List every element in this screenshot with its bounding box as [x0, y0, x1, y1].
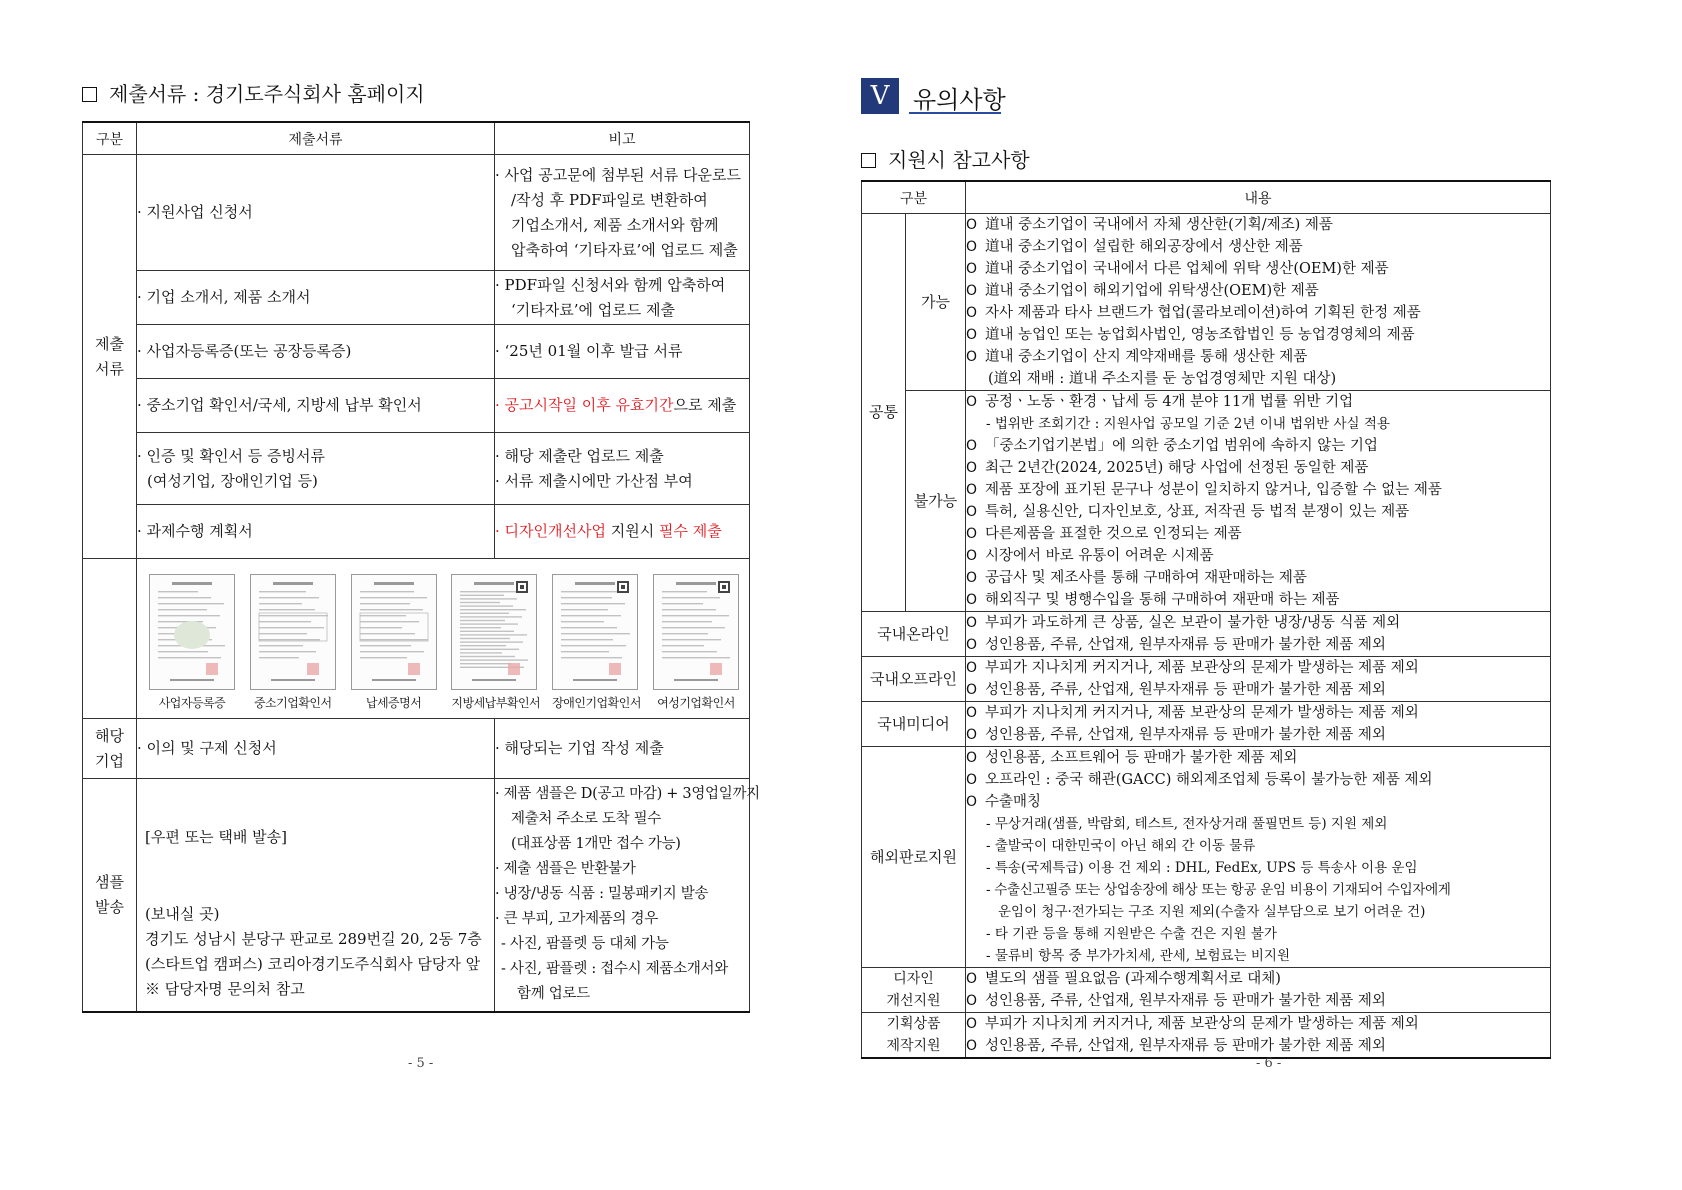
- list-item: O 道내 중소기업이 설립한 해외공장에서 생산한 제품: [966, 236, 1550, 258]
- list-item: O 道내 중소기업이 산지 계약재배를 통해 생산한 제품: [966, 346, 1550, 368]
- thumbnail-caption: 중소기업확인서: [253, 696, 332, 710]
- document-thumbnail: [653, 574, 739, 711]
- category-submit: 제출 서류: [83, 155, 137, 559]
- table-row: · 사업자등록증(또는 공장등록증) · ‘25년 01월 이후 발급 서류: [83, 325, 750, 379]
- document-thumbnail: [451, 574, 541, 711]
- section-number-badge: V: [861, 78, 899, 114]
- subsection-title: 지원시 참고사항: [861, 144, 1030, 173]
- list-item: O 道내 농업인 또는 농업회사법인, 영농조합법인 등 농업경영체의 제품: [966, 324, 1550, 346]
- document-preview-image: [250, 574, 336, 690]
- table-row-design: 디자인 개선지원 O 별도의 샘플 필요없음 (과제수행계획서로 대체) O 성인용품, 주류, 산업재, 원부자재류 등 판매가 불가한 제품 제외: [862, 968, 1551, 1013]
- thumbnail-caption: 사업자등록증: [158, 696, 226, 710]
- table-header: 구분 내용: [862, 181, 1551, 214]
- list-item: O 道내 중소기업이 국내에서 다른 업체에 위탁 생산(OEM)한 제품: [966, 258, 1550, 280]
- category-impossible: 불가능: [906, 391, 966, 612]
- list-item: O 해외직구 및 병행수입을 통해 구매하여 재판매 하는 제품: [966, 589, 1550, 611]
- impossible-list: [966, 435, 1550, 611]
- table-row-media: 국내미디어 O 부피가 지나치게 커지거나, 제품 보관상의 문제가 발생하는 제품 제외 O 성인용품, 주류, 산업재, 원부자재류 등 판매가 불가한 제품 제외: [862, 702, 1551, 747]
- table-row-impossible: 불가능 O 공정ㆍ노동ㆍ환경ㆍ납세 등 4개 분야 11개 법률 위반 기업 - 법위반 조회기간 : 지원사업 공모일 기준 2년 이내 법위반 사실 적용 O 「중소기업기본법」에 의한 중소기업 범위에 속하지 않는 기업 O 최근 2년간(2024, 2025년) 해당 사업에 선정된 동일한 제품 O 제품 포장에 표기된 문구나 성분이 일치하지 않거나, 입증할 수 없는 제품 O 특허, 실용신안, 디자인보호, 상표, 저작권 등 법적 분쟁이 있는 제품 O 다른제품을 표절한 것으로 인정되는 제품 O 시장에서 바로 유통이 어려운 시제품 O 공급사 및 제조사를 통해 구매하여 재판매하는 제품 O 해외직구 및 병행수입을 통해 구매하여 재판매 하는 제품: [862, 391, 1551, 612]
- thumbnail-caption: 여성기업확인서: [657, 696, 735, 710]
- page-6: [841, 0, 1682, 1190]
- heading-underline: [909, 112, 1001, 114]
- list-item: O 다른제품을 표절한 것으로 인정되는 제품: [966, 523, 1550, 545]
- table-row-online: 국내온라인 O 부피가 과도하게 큰 상품, 실온 보관이 불가한 냉장/냉동 식품 제외 O 성인용품, 주류, 산업재, 원부자재류 등 판매가 불가한 제품 제외: [862, 612, 1551, 657]
- document-thumbnail: [250, 574, 336, 711]
- section-heading: 유의사항: [913, 86, 1006, 114]
- table-row-overseas: 해외판로지원 O 성인용품, 소프트웨어 등 판매가 불가한 제품 제외 O 오프라인 : 중국 해관(GACC) 해외제조업체 등록이 불가능한 제품 제외 O 수출매칭 - 무상거래(샘플, 박람회, 테스트, 전자상거래 풀필먼트 등) 지원 제외 - 출발국이 대한민국이 아닌 해외 간 이동 물류 - 특송(국제특급) 이용 건 제외 : DHL, FedEx, UPS 등 특송사 이용 운임 - 수출신고필증 또는 상업송장에 해상 또는 항공 운임 비용이 기재되어 수입자에게 운임이 청구·전가되는 구조 지원 제외(수출자 실부담으로 보기 어려운 건) - 타 기관 등을 통해 지원받은 수출 건은 지원 불가 - 물류비 항목 중 부가가치세, 관세, 보험료는 비지원: [862, 747, 1551, 968]
- table-row: · 인증 및 확인서 등 증빙서류 (여성기업, 장애인기업 등) · 해당 제출란 업로드 제출 · 서류 제출시에만 가산점 부여: [83, 433, 750, 505]
- list-item: O 자사 제품과 타사 브랜드가 협업(콜라보레이션)하여 기획된 한정 제품: [966, 302, 1550, 324]
- section-title: 제출서류 : 경기도주식회사 홈페이지: [82, 78, 425, 107]
- table-row: 샘플 발송 [우편 또는 택배 발송] (보내실 곳) 경기도 성남시 분당구 판교로 289번길 20, 2동 7층 (스타트업 캠퍼스) 코리아경기도주식회사 담당자 앞 ※ 담당자명 문의처 참고 · 제품 샘플은 D(공고 마감) + 3영업일까지 제출처 주소로 도착 필수 (대표상품 1개만 접수 가능) · 제출 샘플은 반환불가 · 냉장/냉동 식품 : 밀봉패키지 발송 · 큰 부피, 고가제품의 경우 - 사진, 팜플렛 등 대체 가능 - 사진, 팜플렛 : 접수시 제품소개서와 함께 업로드: [83, 779, 750, 1012]
- table-row: 해당 기업 · 이의 및 구제 신청서 · 해당되는 기업 작성 제출: [83, 719, 750, 779]
- table-row-offline: 국내오프라인 O 부피가 지나치게 커지거나, 제품 보관상의 문제가 발생하는 제품 제외 O 성인용품, 주류, 산업재, 원부자재류 등 판매가 불가한 제품 제외: [862, 657, 1551, 702]
- sample-documents-row: [83, 559, 750, 719]
- table-row: · 기업 소개서, 제품 소개서 · PDF파일 신청서와 함께 압축하여 ‘기타자료’에 업로드 제출: [83, 271, 750, 325]
- category-common: 공통: [862, 214, 906, 612]
- document-thumbnail: [552, 574, 641, 711]
- document-preview-image: [653, 574, 739, 690]
- category-possible: 가능: [906, 214, 966, 391]
- document-preview-image: [351, 574, 437, 690]
- list-item: O 특허, 실용신안, 디자인보호, 상표, 저작권 등 법적 분쟁이 있는 제품: [966, 501, 1550, 523]
- list-item: O 최근 2년간(2024, 2025년) 해당 사업에 선정된 동일한 제품: [966, 457, 1550, 479]
- possible-list: [966, 214, 1550, 368]
- square-bullet-icon: [82, 87, 97, 102]
- document-thumbnail: [351, 574, 437, 711]
- list-item: O 제품 포장에 표기된 문구나 성분이 일치하지 않거나, 입증할 수 없는 제품: [966, 479, 1550, 501]
- thumbnail-caption: 지방세납부확인서: [451, 696, 541, 710]
- document-thumbnail: [149, 574, 235, 711]
- table-row: 제출 서류 · 지원사업 신청서 · 사업 공고문에 첨부된 서류 다운로드 /작성 후 PDF파일로 변환하여 기업소개서, 제품 소개서와 함께 압축하여 ‘기타자료’에 업로드 제출: [83, 155, 750, 271]
- table-row: · 중소기업 확인서/국세, 지방세 납부 확인서 · 공고시작일 이후 유효기간으로 제출: [83, 379, 750, 433]
- page-number: - 5 -: [408, 1056, 434, 1071]
- list-item: O 道내 중소기업이 국내에서 자체 생산한(기획/제조) 제품: [966, 214, 1550, 236]
- table-row: · 과제수행 계획서 · 디자인개선사업 지원시 필수 제출: [83, 505, 750, 559]
- category-applicable: 해당 기업: [83, 719, 137, 779]
- submission-table: [82, 121, 760, 1013]
- reference-table: [861, 180, 1551, 1059]
- square-bullet-icon: [861, 153, 876, 168]
- document-preview-image: [552, 574, 638, 690]
- list-item: O 道내 중소기업이 해외기업에 위탁생산(OEM)한 제품: [966, 280, 1550, 302]
- table-row-possible: 공통 가능 O 道내 중소기업이 국내에서 자체 생산한(기획/제조) 제품 O 道내 중소기업이 설립한 해외공장에서 생산한 제품 O 道내 중소기업이 국내에서 다른 업체에 위탁 생산(OEM)한 제품 O 道내 중소기업이 해외기업에 위탁생산(OEM)한 제품 O 자사 제품과 타사 브랜드가 협업(콜라보레이션)하여 기획된 한정 제품 O 道내 농업인 또는 농업회사법인, 영농조합법인 등 농업경영체의 제품 O 道내 중소기업이 산지 계약재배를 통해 생산한 제품 (道외 재배 : 道내 주소지를 둔 농업경영체만 지원 대상): [862, 214, 1551, 391]
- document-thumbnails: [137, 560, 749, 717]
- list-item: O 공급사 및 제조사를 통해 구매하여 재판매하는 제품: [966, 567, 1550, 589]
- thumbnail-caption: 납세증명서: [365, 696, 422, 710]
- list-item: O 시장에서 바로 유통이 어려운 시제품: [966, 545, 1550, 567]
- table-header: 구분 제출서류 비고: [83, 122, 750, 155]
- list-item: O 「중소기업기본법」에 의한 중소기업 범위에 속하지 않는 기업: [966, 435, 1550, 457]
- document-preview-image: [149, 574, 235, 690]
- document-preview-image: [451, 574, 537, 690]
- thumbnail-caption: 장애인기업확인서: [552, 696, 641, 710]
- category-sample: 샘플 발송: [83, 779, 137, 1012]
- table-row-planning: 기획상품 제작지원 O 부피가 지나치게 커지거나, 제품 보관상의 문제가 발생하는 제품 제외 O 성인용품, 주류, 산업재, 원부자재류 등 판매가 불가한 제품 제외: [862, 1013, 1551, 1059]
- page-number: - 6 -: [1256, 1056, 1282, 1071]
